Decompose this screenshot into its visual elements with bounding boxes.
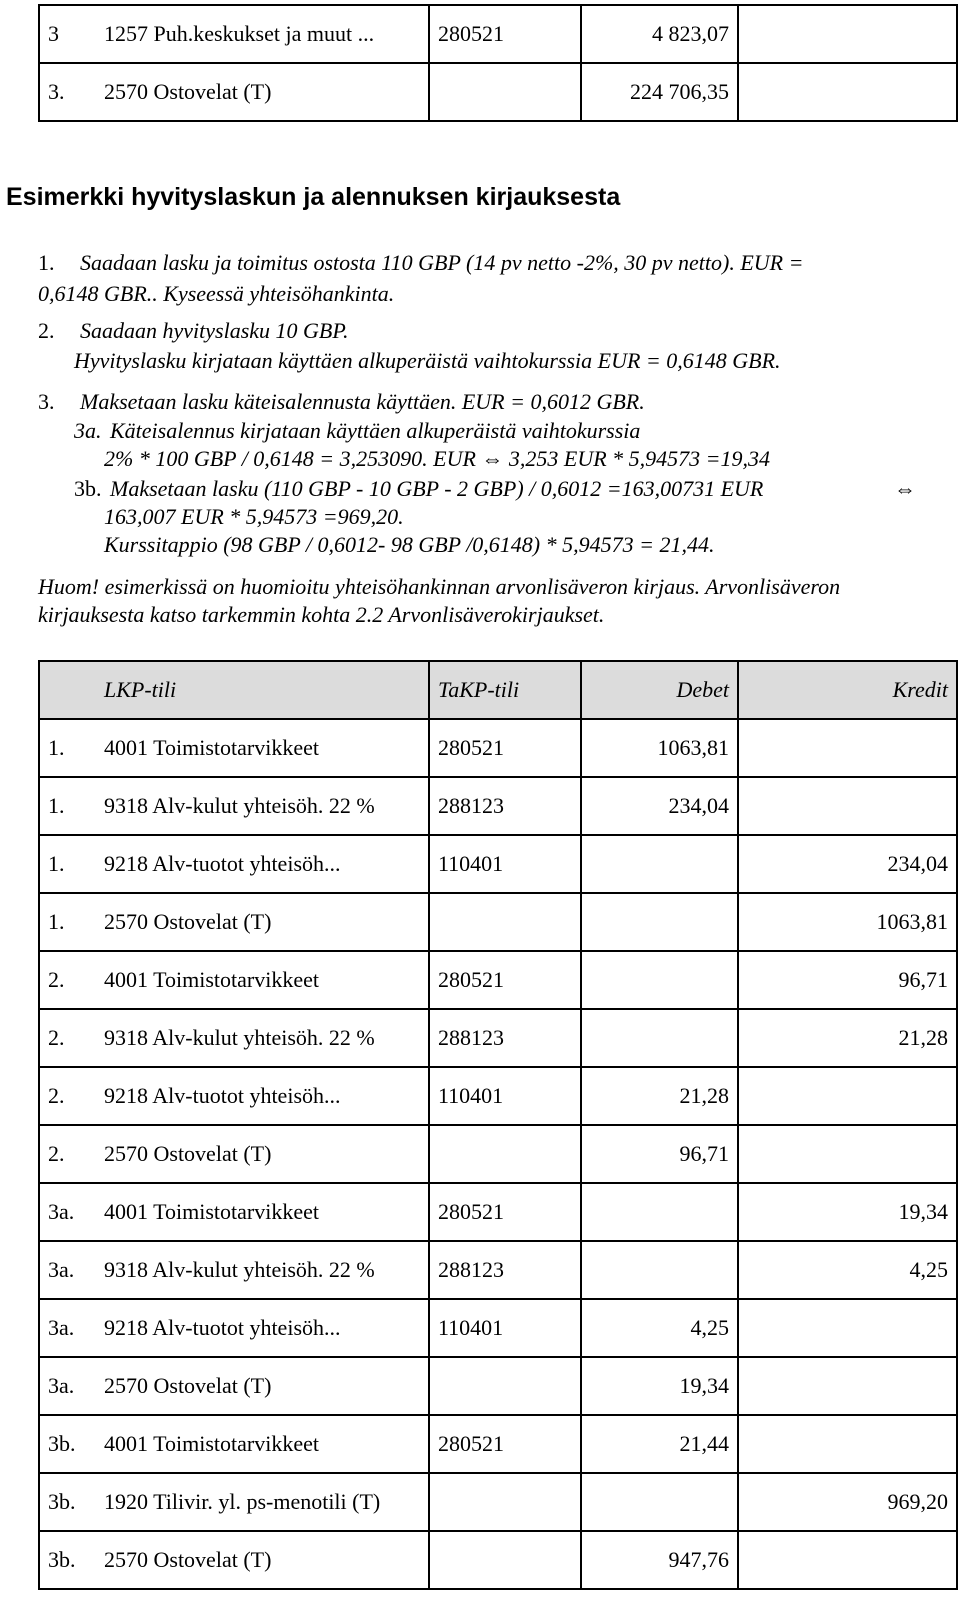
cell-number: 2. xyxy=(39,1125,96,1183)
cell-number: 3. xyxy=(39,63,96,121)
cell-account: 9318 Alv-kulut yhteisöh. 22 % xyxy=(96,1241,429,1299)
entries-table xyxy=(38,660,958,1590)
cell-kredit xyxy=(738,5,957,63)
cell-number: 2. xyxy=(39,951,96,1009)
cell-number: 3 xyxy=(39,5,96,63)
cell-number: 3b. xyxy=(39,1531,96,1589)
cell-debet: 1063,81 xyxy=(581,719,738,777)
cell-ref: 280521 xyxy=(429,951,581,1009)
cell-number: 1. xyxy=(39,719,96,777)
header-debet: Debet xyxy=(581,661,738,719)
item-3a-calc-right: 3,253 EUR * 5,94573 =19,34 xyxy=(508,446,771,471)
cell-ref xyxy=(429,63,581,121)
cell-debet: 234,04 xyxy=(581,777,738,835)
cell-kredit xyxy=(738,777,957,835)
cell-number: 3a. xyxy=(39,1357,96,1415)
cell-account: 2570 Ostovelat (T) xyxy=(96,1125,429,1183)
cell-account: 1257 Puh.keskukset ja muut ... xyxy=(96,5,429,63)
cell-kredit xyxy=(738,63,957,121)
cell-account: 4001 Toimistotarvikkeet xyxy=(96,1415,429,1473)
cell-debet xyxy=(581,835,738,893)
cell-kredit: 969,20 xyxy=(738,1473,957,1531)
item-1-number: 1. xyxy=(38,250,55,275)
item-3-number: 3. xyxy=(38,389,55,414)
cell-kredit: 4,25 xyxy=(738,1241,957,1299)
cell-debet xyxy=(581,1241,738,1299)
cell-number: 2. xyxy=(39,1067,96,1125)
item-3b-calc: 163,007 EUR * 5,94573 =969,20. xyxy=(104,504,404,529)
note-line-1: Huom! esimerkissä on huomioitu yhteisöhankinnan arvonlisäveron kirjaus. Arvonlisäveron xyxy=(38,574,841,599)
cell-debet: 947,76 xyxy=(581,1531,738,1589)
cell-account: 4001 Toimistotarvikkeet xyxy=(96,951,429,1009)
cell-kredit xyxy=(738,1067,957,1125)
header-no xyxy=(39,661,96,719)
cell-ref xyxy=(429,1531,581,1589)
cell-debet: 19,34 xyxy=(581,1357,738,1415)
table-row xyxy=(39,63,957,121)
cell-kredit: 19,34 xyxy=(738,1183,957,1241)
cell-account: 9218 Alv-tuotot yhteisöh... xyxy=(96,835,429,893)
table-row xyxy=(39,893,957,951)
table-row xyxy=(39,951,957,1009)
cell-kredit xyxy=(738,1125,957,1183)
cell-debet xyxy=(581,1009,738,1067)
item-1-text-cont: 0,6148 GBR.. Kyseessä yhteisöhankinta. xyxy=(38,281,395,306)
note-line-2: kirjauksesta katso tarkemmin kohta 2.2 Arvonlisäverokirjaukset. xyxy=(38,602,605,627)
table-row xyxy=(39,1125,957,1183)
cell-account: 9318 Alv-kulut yhteisöh. 22 % xyxy=(96,777,429,835)
table-row xyxy=(39,835,957,893)
cell-ref: 110401 xyxy=(429,1299,581,1357)
cell-number: 3a. xyxy=(39,1241,96,1299)
table-row xyxy=(39,1299,957,1357)
cell-debet: 21,28 xyxy=(581,1067,738,1125)
cell-kredit: 1063,81 xyxy=(738,893,957,951)
cell-ref: 110401 xyxy=(429,1067,581,1125)
cell-debet xyxy=(581,1183,738,1241)
table-row xyxy=(39,1009,957,1067)
cell-ref: 288123 xyxy=(429,1241,581,1299)
cell-debet xyxy=(581,951,738,1009)
cell-account: 2570 Ostovelat (T) xyxy=(96,63,429,121)
item-3a-text: Käteisalennus kirjataan käyttäen alkuperäistä vaihtokurssia xyxy=(110,418,641,443)
cell-ref: 280521 xyxy=(429,719,581,777)
cell-kredit xyxy=(738,1531,957,1589)
equivalence-arrow-icon: ⇔ xyxy=(894,476,916,501)
cell-account: 2570 Ostovelat (T) xyxy=(96,1357,429,1415)
cell-debet: 21,44 xyxy=(581,1415,738,1473)
cell-account: 2570 Ostovelat (T) xyxy=(96,1531,429,1589)
cell-number: 1. xyxy=(39,893,96,951)
cell-ref xyxy=(429,893,581,951)
item-3a-calc xyxy=(104,446,770,472)
table-row xyxy=(39,1531,957,1589)
cell-debet: 96,71 xyxy=(581,1125,738,1183)
table-row xyxy=(39,1067,957,1125)
section-heading: Esimerkki hyvityslaskun ja alennuksen kirjauksesta xyxy=(6,183,621,211)
top-ledger-body xyxy=(39,5,957,121)
item-2-number: 2. xyxy=(38,318,55,343)
top-ledger-table xyxy=(38,4,958,122)
header-kredit: Kredit xyxy=(738,661,957,719)
table-row xyxy=(39,719,957,777)
cell-debet xyxy=(581,1473,738,1531)
table-row xyxy=(39,1183,957,1241)
cell-kredit: 234,04 xyxy=(738,835,957,893)
cell-number: 3b. xyxy=(39,1473,96,1531)
cell-account: 9218 Alv-tuotot yhteisöh... xyxy=(96,1067,429,1125)
table-row xyxy=(39,5,957,63)
cell-account: 4001 Toimistotarvikkeet xyxy=(96,719,429,777)
item-3a-number: 3a. xyxy=(74,418,102,443)
header-lkp-tili: LKP-tili xyxy=(96,661,429,719)
cell-kredit xyxy=(738,719,957,777)
item-3a-calc-left: 2% * 100 GBP / 0,6148 = 3,253090. EUR xyxy=(104,446,476,471)
cell-ref: 288123 xyxy=(429,1009,581,1067)
cell-kredit: 96,71 xyxy=(738,951,957,1009)
table-row xyxy=(39,1415,957,1473)
item-3b-number: 3b. xyxy=(74,476,102,501)
cell-ref: 110401 xyxy=(429,835,581,893)
item-1-text: Saadaan lasku ja toimitus ostosta 110 GBP (14 pv netto -2%, 30 pv netto). EUR = xyxy=(80,250,804,275)
item-2-text: Saadaan hyvityslasku 10 GBP. xyxy=(80,318,349,343)
item-3-text: Maksetaan lasku käteisalennusta käyttäen. EUR = 0,6012 GBR. xyxy=(80,389,645,414)
cell-number: 3a. xyxy=(39,1183,96,1241)
item-3b-text: Maksetaan lasku (110 GBP - 10 GBP - 2 GBP) / 0,6012 =163,00731 EUR xyxy=(110,476,764,501)
table-row xyxy=(39,1473,957,1531)
cell-ref: 280521 xyxy=(429,5,581,63)
entries-body xyxy=(39,719,957,1589)
cell-account: 9318 Alv-kulut yhteisöh. 22 % xyxy=(96,1009,429,1067)
cell-number: 3a. xyxy=(39,1299,96,1357)
cell-debet: 224 706,35 xyxy=(581,63,738,121)
cell-account: 4001 Toimistotarvikkeet xyxy=(96,1183,429,1241)
cell-account: 1920 Tilivir. yl. ps-menotili (T) xyxy=(96,1473,429,1531)
table-row xyxy=(39,777,957,835)
cell-debet: 4,25 xyxy=(581,1299,738,1357)
table-row xyxy=(39,1241,957,1299)
cell-account: 9218 Alv-tuotot yhteisöh... xyxy=(96,1299,429,1357)
cell-ref: 280521 xyxy=(429,1415,581,1473)
cell-ref xyxy=(429,1125,581,1183)
cell-number: 3b. xyxy=(39,1415,96,1473)
equivalence-arrow-icon: ⇔ xyxy=(481,446,504,471)
cell-kredit xyxy=(738,1299,957,1357)
cell-debet xyxy=(581,893,738,951)
cell-number: 1. xyxy=(39,777,96,835)
item-3b-loss: Kurssitappio (98 GBP / 0,6012- 98 GBP /0,6148) * 5,94573 = 21,44. xyxy=(104,532,715,557)
cell-number: 1. xyxy=(39,835,96,893)
header-takp-tili: TaKP-tili xyxy=(429,661,581,719)
item-2-text-cont: Hyvityslasku kirjataan käyttäen alkuperäistä vaihtokurssia EUR = 0,6148 GBR. xyxy=(74,348,781,373)
cell-kredit xyxy=(738,1357,957,1415)
cell-number: 2. xyxy=(39,1009,96,1067)
cell-ref: 288123 xyxy=(429,777,581,835)
cell-ref: 280521 xyxy=(429,1183,581,1241)
cell-ref xyxy=(429,1473,581,1531)
cell-account: 2570 Ostovelat (T) xyxy=(96,893,429,951)
cell-kredit xyxy=(738,1415,957,1473)
cell-kredit: 21,28 xyxy=(738,1009,957,1067)
cell-ref xyxy=(429,1357,581,1415)
table-header-row xyxy=(39,661,957,719)
table-row xyxy=(39,1357,957,1415)
cell-debet: 4 823,07 xyxy=(581,5,738,63)
